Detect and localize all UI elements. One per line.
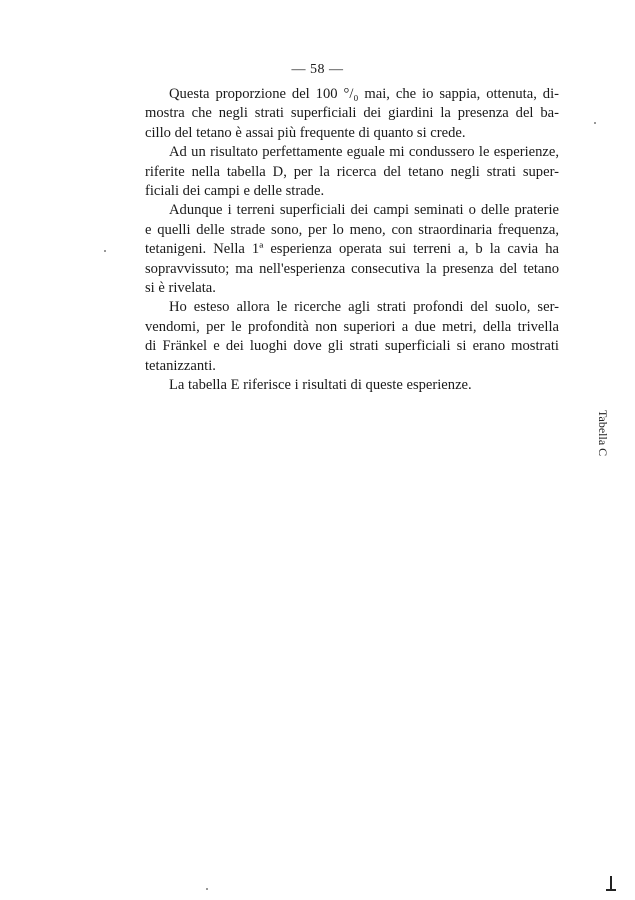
text-line: cillo del tetano è assai più frequente di quanto si crede.	[145, 124, 466, 141]
text-line: tetanigeni. Nella 1ª esperienza operata sui terreni a, b la cavia ha	[145, 241, 559, 258]
text-line: ficiali dei campi e delle strade.	[145, 183, 325, 200]
text-line: e quelli delle strade sono, per lo meno, con straordinaria frequenza,	[145, 221, 559, 238]
text-line: mostra che negli strati superficiali dei giardini la presenza del ba-	[145, 105, 559, 122]
text-line: Ho esteso allora le ricerche agli strati profondi del suolo, ser-	[169, 299, 559, 316]
side-label: Tabella C	[596, 410, 610, 457]
text-line: Adunque i terreni superficiali dei campi seminati o delle praterie	[169, 202, 559, 219]
text-line: Questa proporzione del 100 °/₀ mai, che io sappia, ottenuta, di-	[169, 86, 559, 102]
scan-speck	[594, 122, 596, 124]
text-line: si è rivelata.	[145, 280, 216, 297]
text-line: riferite nella tabella D, per la ricerca del tetano negli strati super-	[145, 163, 559, 180]
text-line: La tabella E riferisce i risultati di queste esperienze.	[169, 377, 472, 394]
text-line: vendomi, per le profondità non superiori a due metri, della trivella	[145, 318, 559, 335]
page-number: — 58 —	[291, 62, 344, 77]
paragraph-3	[145, 201, 559, 298]
text-line: di Fränkel e dei luoghi dove gli strati superficiali si erano mostrati	[145, 338, 559, 355]
paragraph-1	[145, 85, 559, 143]
paragraph-2	[145, 143, 559, 201]
text-line: tetanizzanti.	[145, 357, 216, 374]
paragraph-4	[145, 298, 559, 376]
margin-mark	[606, 876, 616, 892]
scan-speck	[104, 250, 106, 252]
scan-speck	[206, 888, 208, 890]
text-line: sopravvissuto; ma nell'esperienza consecutiva la presenza del tetano	[145, 260, 559, 277]
body-text	[145, 85, 559, 396]
text-line: Ad un risultato perfettamente eguale mi condussero le esperienze,	[169, 144, 559, 161]
paragraph-5	[145, 376, 559, 395]
